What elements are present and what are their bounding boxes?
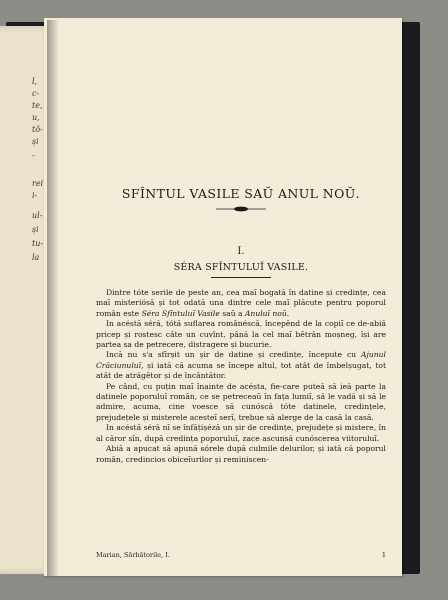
text-run: Incă nu s'a sfîrșit un șir de datine și credințe, începute cu xyxy=(106,350,362,360)
text-run: saŭ a xyxy=(219,308,245,318)
chapter-title: SFÎNTUL VASILE SAŬ ANUL NOŬ. xyxy=(121,186,361,201)
title-ornament xyxy=(216,206,266,212)
section-number: I. xyxy=(237,246,245,257)
section-title: SÉRA SFÎNTULUĬ VASILE. xyxy=(173,262,309,273)
body-paragraph xyxy=(96,423,386,444)
left-page-fragment: c- xyxy=(32,89,40,98)
body-text xyxy=(96,288,386,465)
text-run: Abiă a apucat să apună sórele după culmile delurilor, și iată că poporul român, credincios obiceĭurilor și reminiscen- xyxy=(96,444,386,464)
left-page-fragment: și xyxy=(32,225,39,234)
footer-signature: Marian, Sărbătorile, I. xyxy=(96,551,170,559)
body-paragraph xyxy=(96,350,386,381)
left-page-fragment: te, xyxy=(32,101,43,110)
left-page-fragment: i- xyxy=(32,191,38,200)
italic-phrase: Anuluĭ noŭ. xyxy=(244,308,290,318)
spine-shadow xyxy=(47,20,59,576)
body-paragraph xyxy=(96,319,386,350)
text-run: In acéstă séră, tótă suflarea românéscă, începênd de la copiĭ ce de-abiă pricep și rostesc câte un cuvînt, până la cel maĭ bĕtrân moșneg, își are partea sa de petrecere, distragere și bucurie. xyxy=(96,319,386,350)
text-run: Dintre tóte serile de peste an, cea maĭ bogată în datine și credințe, cea maĭ misteriósă și tot odată una dintre cele maĭ plăcute pentru poporul român este xyxy=(96,288,386,318)
left-page-fragment: - xyxy=(32,151,35,160)
left-page-fragment: ul- xyxy=(32,211,43,220)
body-paragraph xyxy=(96,288,386,319)
section-divider xyxy=(211,277,271,278)
text-run: Pe când, cu puțin maĭ înainte de acésta, fie-care puteă să ieă parte la datinele poporuluĭ român, ce se petreceaŭ în fața lumiĭ, să le vadă și să le admire, acuma, cine voesce să cunóscă tóte datinele, credințele, prejudețele și misterele acesteĭ serĭ, trebue să alerge de la casă la casă. xyxy=(96,381,386,422)
left-page-fragment: și xyxy=(32,137,39,146)
italic-phrase: Ajunul Crăciunuluĭ xyxy=(96,350,386,370)
left-page-fragment: l, xyxy=(32,77,38,86)
left-page-fragment: tŏ- xyxy=(32,125,43,134)
page-number: 1 xyxy=(381,551,386,559)
left-page-fragment: u, xyxy=(32,113,40,122)
text-run: , și iată că acuma se începe altul, tot atât de îmbelșugat, tot atât de atrăgĕtor și de încântător. xyxy=(96,360,386,381)
body-paragraph xyxy=(96,382,386,424)
italic-phrase: Séra Sfîntuluĭ Vasile xyxy=(141,308,220,318)
book-page xyxy=(44,18,402,576)
left-page-fragment: la xyxy=(32,253,40,262)
page-content xyxy=(96,18,386,576)
body-paragraph xyxy=(96,444,386,465)
left-page-fragment: tu- xyxy=(32,239,44,248)
left-page-fragment: rei xyxy=(32,179,44,188)
text-run: In acéstă séră nĭ se înfățișéză un șir de credințe, prejudețe și mistere, în al căror sîn, după credința poporuluĭ, zace ascunsă cunóscerea viitoruluĭ. xyxy=(96,423,386,443)
